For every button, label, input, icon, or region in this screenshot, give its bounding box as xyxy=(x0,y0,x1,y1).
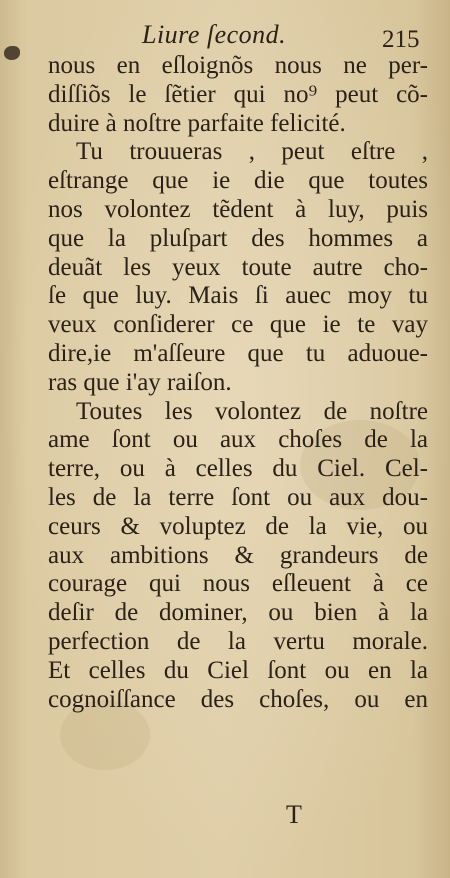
text-line: que la pluſpart des hommes a xyxy=(48,224,428,252)
text-line: les de la terre ſont ou aux dou- xyxy=(48,483,428,511)
running-head-title: Liure ſecond. xyxy=(142,20,287,49)
text-line: ame ſont ou aux choſes de la xyxy=(48,426,428,454)
running-head xyxy=(0,18,450,54)
page-number: 215 xyxy=(382,26,420,53)
text-line: deſir de dominer, ou bien à la xyxy=(48,599,428,627)
text-line: diſſiõs le ſẽtier qui no⁹ peut cõ- xyxy=(48,80,428,108)
text-line: nous en eſloignõs nous ne per- xyxy=(48,52,428,79)
text-line: Et celles du Ciel ſont ou en la xyxy=(48,656,428,684)
text-line: Toutes les volontez de noſtre xyxy=(76,397,428,425)
text-line: eſtrange que ie die que toutes xyxy=(48,167,428,195)
text-line: ceurs & voluptez de la vie, ou xyxy=(48,512,428,540)
text-line: duire à noſtre parfaite felicité. xyxy=(48,109,346,137)
catchword: T xyxy=(286,800,302,829)
text-line: terre, ou à celles du Ciel. Cel- xyxy=(48,455,428,483)
body-text xyxy=(36,52,428,714)
text-line: cognoiſſance des choſes, ou en xyxy=(48,685,428,713)
text-line: veux conſiderer ce que ie te vay xyxy=(48,311,428,339)
text-line: perfection de la vertu morale. xyxy=(48,627,428,655)
text-line: deuãt les yeux toute autre cho- xyxy=(48,253,428,281)
text-line: ſe que luy. Mais ſi auec moy tu xyxy=(48,282,428,310)
text-line: aux ambitions & grandeurs de xyxy=(48,541,428,569)
text-line: ras que i'ay raiſon. xyxy=(48,368,232,396)
text-line: Tu trouueras , peut eſtre , xyxy=(76,138,428,166)
text-line: dire,ie m'aſſeure que tu aduoue- xyxy=(48,339,428,367)
text-line: courage qui nous eſleuent à ce xyxy=(48,570,428,598)
ink-blot xyxy=(4,46,20,60)
text-line: nos volontez tẽdent à luy, puis xyxy=(48,195,428,223)
